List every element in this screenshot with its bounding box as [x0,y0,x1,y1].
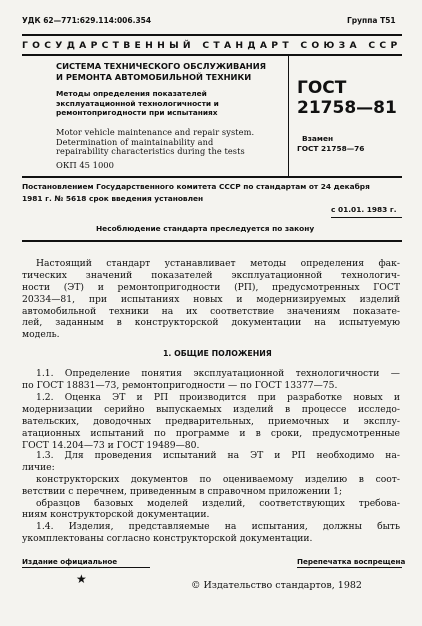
text-line: лей, заданным в конструкторской документации на испытуемую [22,317,400,329]
subtitle-line: эксплуатационной технологичности и [56,98,219,108]
intro-paragraph [22,258,400,341]
text-line: 1.2. Оценка ЭТ и РП производится при разработке новых и [36,392,400,403]
text-line: вательских, доводочных предварительных, приемочных и эксплу- [22,415,400,427]
copyright-notice: © Издательство стандартов, 1982 [191,580,362,591]
standard-subtitle [56,89,276,118]
text-line: по ГОСТ 18831—73, ремонтопригодности — по ГОСТ 13377—75. [22,379,338,391]
text-line: 1.4. Изделия, представляемые на испытания, должны быть [36,521,400,532]
clause-1-3 [22,450,400,521]
text-line: 1.3. Для проведения испытаний на ЭТ и РП необходимо на- [36,450,400,461]
okp-code: ОКП 45 1000 [56,160,114,170]
state-standard-banner: ГОСУДАРСТВЕННЫЙ СТАНДАРТ СОЮЗА ССР [22,40,402,51]
standard-title [56,61,276,83]
gost-label: ГОСТ [297,78,347,98]
decree-line: Постановлением Государственного комитета СССР по стандартам от 24 декабря [22,182,370,191]
gost-number: 21758—81 [297,98,397,118]
text-line: модернизации серийно выпускаемых изделий в процессе исследо- [22,403,400,415]
clause-1-1 [22,368,400,392]
clause-1-2 [22,392,400,451]
text-line: укомплектованы согласно конструкторской документации. [22,532,313,544]
title-divider-vertical [288,56,289,176]
text-line: ниям конструкторской документации. [22,509,210,521]
text-line: ветствии с перечнем, приведенным в справочном приложении 1; [22,485,343,497]
text-line: 1.1. Определение понятия эксплуатационной технологичности — [36,368,400,379]
text-line: конструкторских документов по оцениваемому изделию в соот- [36,473,400,485]
text-line: модель. [22,329,60,341]
banner-rule [22,54,402,56]
text-line: атационных испытаний по программе и в сроки, предусмотренные [22,427,400,439]
text-line: тических значений показателей эксплуатационной технологич- [22,269,400,281]
subtitle-line: Методы определения показателей [56,89,207,98]
no-reprint-label: Перепечатка воспрещена [297,557,406,566]
star-icon: ★ [76,572,87,586]
footer-right-rule [297,567,402,568]
text-line: Настоящий стандарт устанавливает методы определения фак- [36,258,400,269]
text-line: ности (ЭТ) и ремонтопригодности (РП), предусмотренных ГОСТ [22,281,400,293]
replaced-standard: ГОСТ 21758—76 [297,144,365,153]
section-heading: 1. ОБЩИЕ ПОЛОЖЕНИЯ [163,349,272,358]
replaced-label: Взамен [302,134,334,143]
english-title-line: Motor vehicle maintenance and repair system. [56,127,255,137]
english-title-line: repairability characteristics during the tests [56,146,245,157]
group-code: Группа Т51 [347,16,396,25]
title-line: И РЕМОНТА АВТОМОБИЛЬНОЙ ТЕХНИКИ [56,72,252,82]
subtitle-line: ремонтопригодности при испытаниях [56,108,218,118]
english-title [56,128,286,157]
title-line: СИСТЕМА ТЕХНИЧЕСКОГО ОБСЛУЖИВАНИЯ [56,61,267,71]
text-line: личие: [22,461,55,473]
decree-bottom-rule [22,240,402,242]
footer-left-rule [22,567,150,568]
decree-top-rule [22,176,402,178]
effective-date: с 01.01. 1983 г. [331,205,397,214]
clause-1-4 [22,521,400,545]
text-line: образцов базовых моделей изделий, соответствующих требова- [36,497,400,509]
non-observance-notice: Несоблюдение стандарта преследуется по закону [96,224,315,233]
english-title-line: Determination of maintainability and [56,136,214,147]
official-edition-label: Издание официальное [22,557,118,566]
text-line: 20334—81, при испытаниях новых и модернизируемых изделий [22,293,400,305]
text-line: автомобильной техники на их соответствие значениям показате- [22,305,400,317]
top-rule [22,34,402,36]
date-underline [331,217,402,218]
text-line: ГОСТ 14.204—73 и ГОСТ 19489—80. [22,439,200,451]
udc-code: УДК 62—771:629.114:006.354 [22,16,152,25]
decree-line: 1981 г. № 5618 срок введения установлен [22,194,204,203]
